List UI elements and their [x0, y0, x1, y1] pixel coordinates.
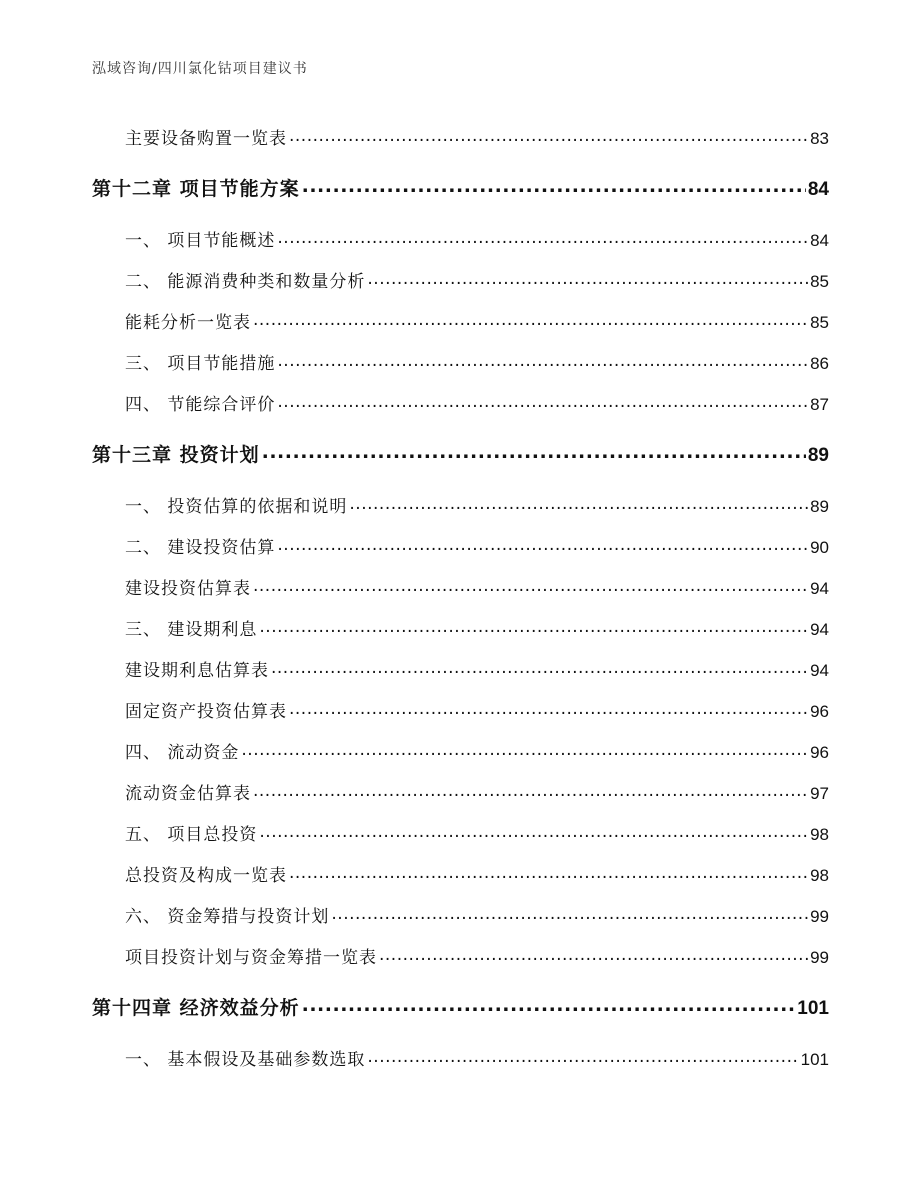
- toc-entry[interactable]: [125, 697, 829, 722]
- dot-leader: [367, 270, 808, 287]
- toc-entry-label: 一、 项目节能概述: [125, 231, 276, 251]
- toc-entry-label: 四、 节能综合评价: [125, 395, 276, 415]
- toc-entry[interactable]: [125, 615, 829, 640]
- toc-entry-label: 三、 建设期利息: [125, 620, 258, 640]
- dot-leader: [271, 659, 808, 676]
- dot-leader: [259, 618, 808, 635]
- toc-entry[interactable]: [125, 492, 829, 517]
- toc-entry-page: 101: [800, 1050, 829, 1069]
- toc-entry[interactable]: [125, 820, 829, 845]
- toc-entry-page: 96: [810, 743, 829, 762]
- toc-entry-label: 建设投资估算表: [125, 579, 251, 599]
- toc-entry-label: 第十二章 项目节能方案: [92, 178, 300, 200]
- toc-entry-label: 二、 建设投资估算: [125, 538, 276, 558]
- toc-entry-label: 主要设备购置一览表: [125, 129, 287, 149]
- toc-entry-label: 项目投资计划与资金筹措一览表: [125, 948, 377, 968]
- dot-leader: [367, 1048, 798, 1065]
- toc-entry-page: 85: [810, 313, 829, 332]
- toc-entry[interactable]: [125, 861, 829, 886]
- toc-chapter-entry[interactable]: [92, 993, 829, 1020]
- toc-entry[interactable]: [125, 308, 829, 333]
- toc-entry-label: 流动资金估算表: [125, 784, 251, 804]
- toc-entry[interactable]: [125, 1045, 829, 1070]
- page-header: 泓域咨询/四川氯化钴项目建议书: [92, 61, 308, 77]
- toc-entry-label: 第十四章 经济效益分析: [92, 997, 300, 1019]
- toc-entry[interactable]: [125, 738, 829, 763]
- dot-leader: [302, 995, 796, 1014]
- toc-entry-page: 98: [810, 866, 829, 885]
- dot-leader: [302, 176, 806, 195]
- toc-entry-page: 85: [810, 272, 829, 291]
- toc-entry-label: 总投资及构成一览表: [125, 866, 287, 886]
- toc-entry-page: 89: [810, 497, 829, 516]
- toc-entry-page: 83: [810, 129, 829, 148]
- toc-entry-page: 96: [810, 702, 829, 721]
- toc-entry-label: 三、 项目节能措施: [125, 354, 276, 374]
- toc-entry[interactable]: [125, 267, 829, 292]
- toc-entry-page: 97: [810, 784, 829, 803]
- toc-entry-page: 90: [810, 538, 829, 557]
- toc-entry-page: 94: [810, 620, 829, 639]
- toc-entry-page: 99: [810, 948, 829, 967]
- dot-leader: [379, 946, 808, 963]
- toc-entry-label: 一、 基本假设及基础参数选取: [125, 1050, 366, 1070]
- dot-leader: [253, 577, 808, 594]
- toc-entry[interactable]: [125, 656, 829, 681]
- toc-entry-page: 94: [810, 661, 829, 680]
- dot-leader: [349, 495, 808, 512]
- toc-entry-page: 89: [807, 445, 829, 466]
- toc-entry-page: 101: [797, 998, 829, 1019]
- toc-entry-label: 一、 投资估算的依据和说明: [125, 497, 348, 517]
- toc-entry-page: 98: [810, 825, 829, 844]
- toc-entry-label: 第十三章 投资计划: [92, 444, 260, 466]
- dot-leader: [289, 864, 808, 881]
- toc-entry-page: 87: [810, 395, 829, 414]
- toc-entry[interactable]: [125, 902, 829, 927]
- dot-leader: [262, 442, 806, 461]
- toc-entry-page: 99: [810, 907, 829, 926]
- toc-entry-label: 建设期利息估算表: [125, 661, 269, 681]
- dot-leader: [277, 393, 808, 410]
- toc-entry[interactable]: [125, 574, 829, 599]
- dot-leader: [241, 741, 808, 758]
- toc-entry[interactable]: [125, 390, 829, 415]
- toc-entry-label: 六、 资金筹措与投资计划: [125, 907, 330, 927]
- toc-entry[interactable]: [125, 943, 829, 968]
- toc-entry-page: 84: [810, 231, 829, 250]
- toc-entry-label: 固定资产投资估算表: [125, 702, 287, 722]
- dot-leader: [277, 536, 808, 553]
- toc-entry[interactable]: [125, 226, 829, 251]
- toc-entry[interactable]: [125, 533, 829, 558]
- dot-leader: [277, 352, 808, 369]
- dot-leader: [253, 782, 808, 799]
- toc-entry-page: 86: [810, 354, 829, 373]
- dot-leader: [253, 311, 808, 328]
- toc-entry[interactable]: [125, 349, 829, 374]
- toc-chapter-entry[interactable]: [92, 174, 829, 201]
- toc-entry-page: 84: [807, 179, 829, 200]
- dot-leader: [289, 127, 808, 144]
- dot-leader: [259, 823, 808, 840]
- toc-entry-label: 五、 项目总投资: [125, 825, 258, 845]
- toc-entry-label: 能耗分析一览表: [125, 313, 251, 333]
- dot-leader: [277, 229, 808, 246]
- toc-entry[interactable]: [125, 779, 829, 804]
- toc-entry-label: 二、 能源消费种类和数量分析: [125, 272, 366, 292]
- dot-leader: [331, 905, 808, 922]
- dot-leader: [289, 700, 808, 717]
- toc-chapter-entry[interactable]: [92, 440, 829, 467]
- toc-entry[interactable]: [125, 124, 829, 149]
- toc-entry-page: 94: [810, 579, 829, 598]
- toc-entry-label: 四、 流动资金: [125, 743, 240, 763]
